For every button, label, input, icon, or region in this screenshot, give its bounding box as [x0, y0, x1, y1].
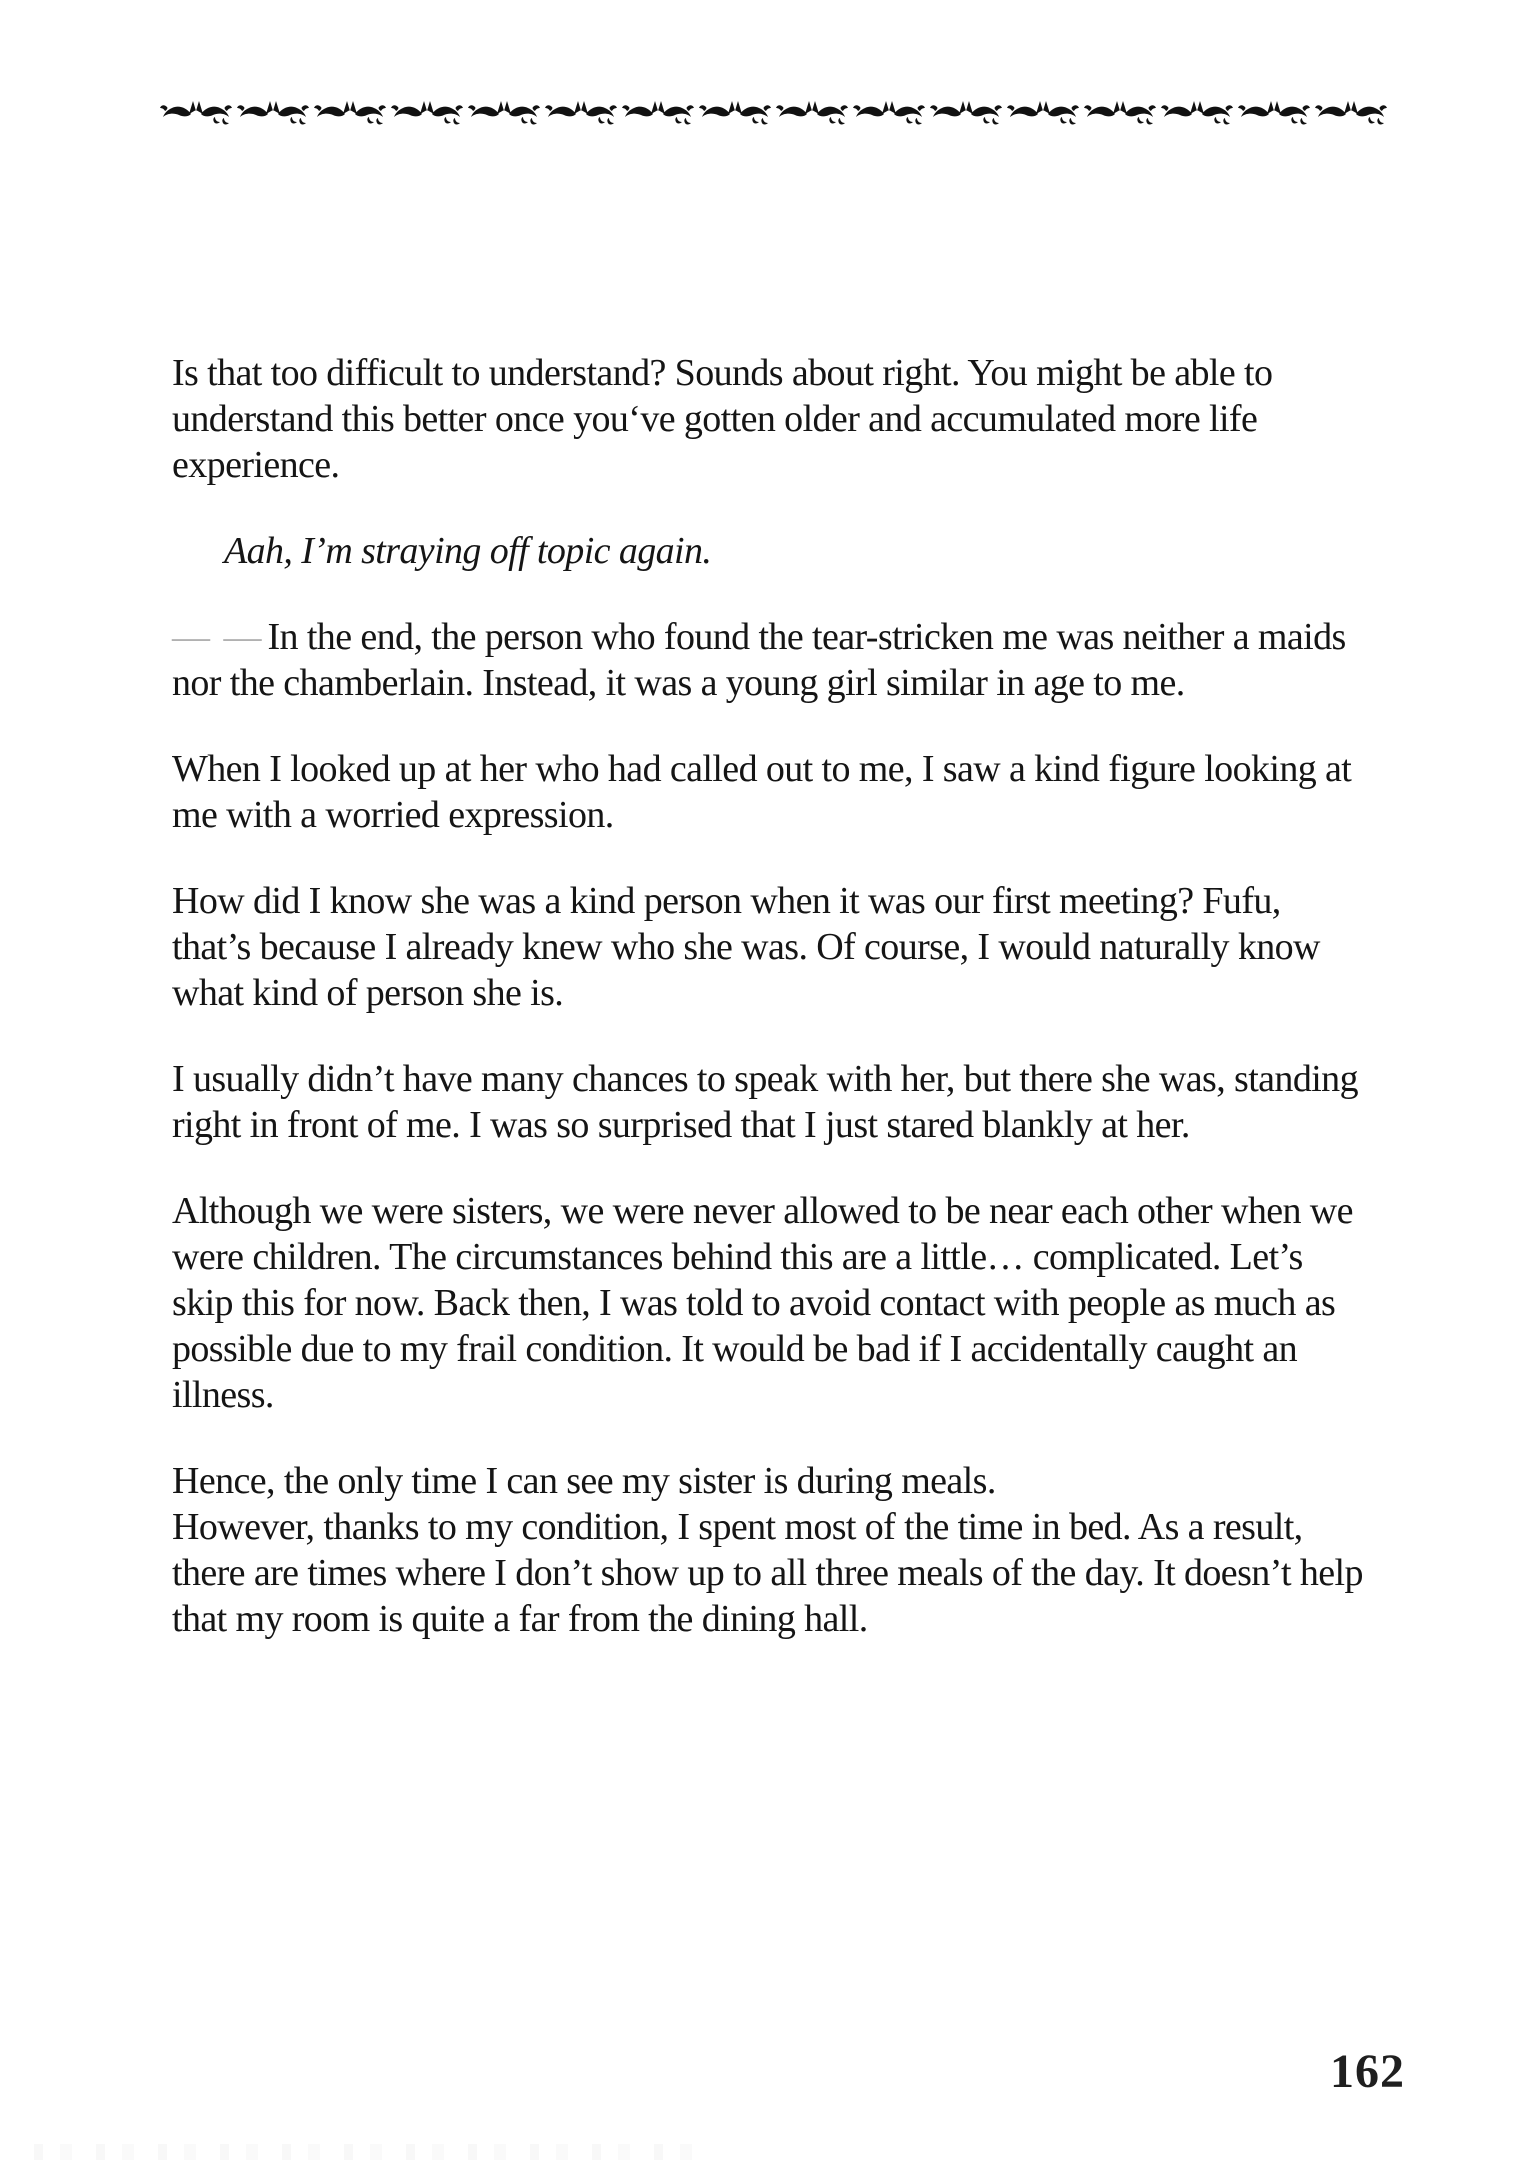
paragraph-8 [172, 1458, 1368, 1642]
page-text [172, 350, 1368, 1682]
em-dash-lead: — — [172, 616, 264, 658]
paragraph-6: I usually didn’t have many chances to speak with her, but there she was, standing right in front of me. I was so surprised that I just stared blankly at her. [172, 1058, 1358, 1146]
paragraph-3 [172, 614, 1368, 706]
page-number: 162 [1330, 2045, 1405, 2098]
paragraph-3-text: In the end, the person who found the tear-stricken me was neither a maids nor the chamberlain. Instead, it was a young girl similar in age to me. [172, 616, 1346, 704]
paragraph-4: When I looked up at her who had called out to me, I saw a kind figure looking at me with a worried expression. [172, 748, 1352, 836]
next-page-text-bleed [34, 2144, 714, 2160]
paragraph-1: Is that too difficult to understand? Sounds about right. You might be able to understand this better once you‘ve gotten older and accumulated more life experience. [172, 352, 1273, 486]
paragraph-7: Although we were sisters, we were never allowed to be near each other when we were children. The circumstances behind this are a little… complicated. Let’s skip this for now. Back then, I was told to avoid contact with people as much as possible due to my frail condition. It would be bad if I accidentally caught an illness. [172, 1190, 1353, 1416]
paragraph-8-line-2: However, thanks to my condition, I spent most of the time in bed. As a result, there are times where I don’t show up to all three meals of the day. It doesn’t help that my room is quite a far from the dining hall. [172, 1506, 1363, 1640]
paragraph-2-italic: Aah, I’m straying off topic again. [224, 530, 712, 572]
ornamental-divider [158, 90, 1398, 132]
paragraph-5: How did I know she was a kind person when it was our first meeting? Fufu, that’s because I already knew who she was. Of course, I would naturally know what kind of person she is. [172, 880, 1320, 1014]
paragraph-8-line-1: Hence, the only time I can see my sister is during meals. [172, 1460, 996, 1502]
